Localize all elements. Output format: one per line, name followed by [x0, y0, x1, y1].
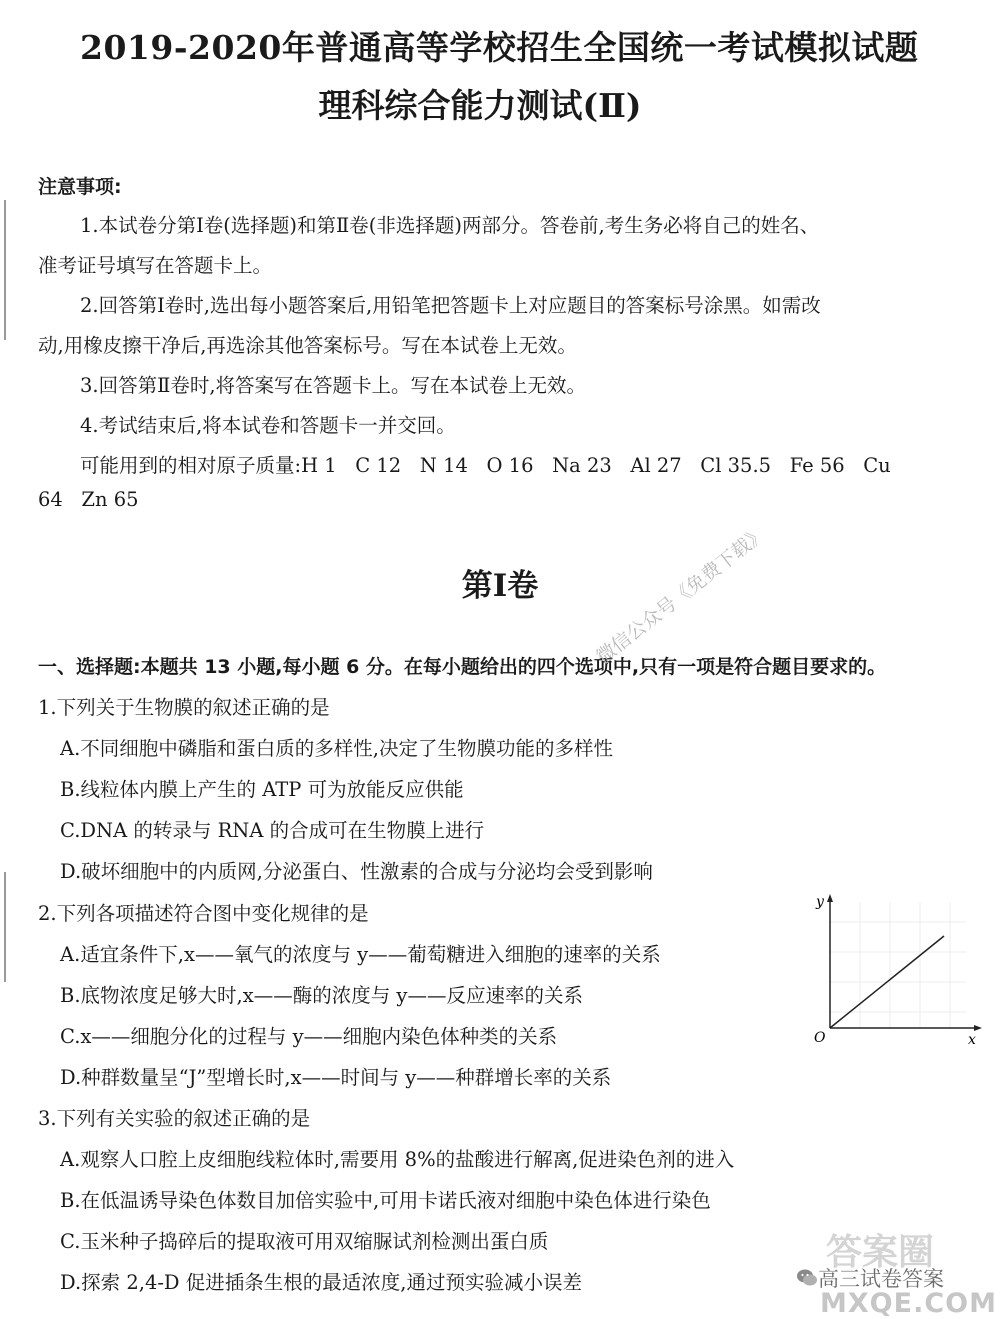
question-option: B.底物浓度足够大时,x——酶的浓度与 y——反应速率的关系	[60, 984, 583, 1007]
note-line: 动,用橡皮擦干净后,再选涂其他答案标号。写在本试卷上无效。	[38, 334, 577, 357]
note-line: 4.考试结束后,将本试卷和答题卡一并交回。	[80, 414, 456, 437]
margin-rule-top	[4, 200, 6, 340]
note-line: 1.本试卷分第Ⅰ卷(选择题)和第Ⅱ卷(非选择题)两部分。答卷前,考生务必将自己的姓名、	[80, 214, 820, 237]
atomic-mass-line: 可能用到的相对原子质量:H 1 C 12 N 14 O 16 Na 23 Al 27 Cl 35.5 Fe 56 Cu	[80, 454, 891, 477]
question-option: B.线粒体内膜上产生的 ATP 可为放能反应供能	[60, 778, 464, 801]
question-option: A.不同细胞中磷脂和蛋白质的多样性,决定了生物膜功能的多样性	[60, 737, 613, 760]
svg-text:答案圈: 答案圈	[826, 1232, 935, 1273]
question-option: B.在低温诱导染色体数目加倍实验中,可用卡诺氏液对细胞中染色体进行染色	[60, 1189, 711, 1212]
question-option: A.适宜条件下,x——氧气的浓度与 y——葡萄糖进入细胞的速率的关系	[60, 943, 661, 966]
question-option: C.x——细胞分化的过程与 y——细胞内染色体种类的关系	[60, 1025, 558, 1048]
note-line: 准考证号填写在答题卡上。	[38, 254, 273, 277]
question-option: A.观察人口腔上皮细胞线粒体时,需要用 8%的盐酸进行解离,促进染色剂的进入	[60, 1148, 735, 1171]
question-stem: 3.下列有关实验的叙述正确的是	[38, 1107, 311, 1130]
note-line: 3.回答第Ⅱ卷时,将答案写在答题卡上。写在本试卷上无效。	[80, 374, 587, 397]
diagonal-watermark: 微信公众号《免费下载》	[592, 522, 771, 669]
exam-title: 2019-2020年普通高等学校招生全国统一考试模拟试题	[80, 28, 919, 67]
section-title: 第Ⅰ卷	[461, 568, 539, 604]
part-heading: 一、选择题:本题共 13 小题,每小题 6 分。在每小题给出的四个选项中,只有一项是符合题目要求的。	[38, 656, 887, 678]
margin-rule-bottom	[4, 872, 6, 982]
question-option: D.破坏细胞中的内质网,分泌蛋白、性激素的合成与分泌均会受到影响	[60, 860, 653, 883]
atomic-mass-line-cont: 64 Zn 65	[38, 488, 139, 511]
question-stem: 2.下列各项描述符合图中变化规律的是	[38, 902, 369, 925]
question-option: C.DNA 的转录与 RNA 的合成可在生物膜上进行	[60, 819, 485, 842]
graph-x-label: x	[968, 1032, 976, 1048]
exam-subtitle: 理科综合能力测试(Ⅱ)	[318, 86, 642, 125]
question-option: D.探索 2,4-D 促进插条生根的最适浓度,通过预实验减小误差	[60, 1271, 582, 1294]
note-line: 2.回答第Ⅰ卷时,选出每小题答案后,用铅笔把答题卡上对应题目的答案标号涂黑。如需改	[80, 294, 821, 317]
notes-heading: 注意事项:	[38, 176, 122, 198]
graph-grid	[830, 902, 966, 1028]
site-watermark: MXQE.COM	[820, 1288, 997, 1319]
question-option: D.种群数量呈“J”型增长时,x——时间与 y——种群增长率的关系	[60, 1066, 612, 1089]
graph-y-arrow	[827, 894, 833, 902]
account-watermark: 高三试卷答案	[818, 1267, 944, 1291]
wechat-icon	[796, 1267, 818, 1289]
graph-x-arrow	[974, 1025, 982, 1031]
graph-origin-label: O	[814, 1030, 826, 1046]
question-option: C.玉米种子捣碎后的提取液可用双缩脲试剂检测出蛋白质	[60, 1230, 549, 1253]
question-stem: 1.下列关于生物膜的叙述正确的是	[38, 696, 330, 719]
question-2-graph	[806, 892, 986, 1048]
graph-y-label: y	[816, 894, 824, 910]
